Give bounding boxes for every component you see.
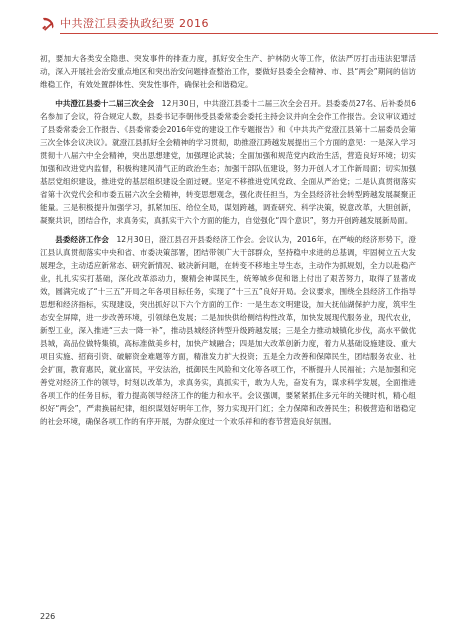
document-body — [40, 52, 416, 434]
paragraph — [40, 97, 416, 227]
paragraph-text: 12月30日，中共澄江县委十二届三次全会召开。县委委员27名、后补委员6名参加了会议，符合规定人数，县委书记李朝伟受县委常委会委托主持会议并向全会作工作报告。会议审议通过了县委常委会工作报告、《县委常委会2016年党的建设工作专题报告》和《中共共产党澄江县第十二届委员会第三次全体会议决议》。就澄江县抓好全会精神的学习贯彻，助推澄江跨越发展提出三个方面的意见：一是深入学习贯彻十八届六中全会精神，突出思想建党，加强理论武装；全面加强和规范党内政治生活，营造良好环境；切实加强和改进党内监督，积极构建风清气正的政治生态；加强干部队伍建设，努力开创人才工作新局面；切实加强基层党组织建设，推进党的基层组织建设全面过硬。坚定不移推进党风党政、全面从严治党；二是认真贯彻落实省第十次党代会和市委五届六次全会精神，转变思想观念，强化责任担当，为全县经济社会转型跨越发展凝聚正能量。三是积极提升加强学习，抓紧加压、给位全局，谋划跨越，调查研究、科学决策，锐意改革，大胆创新，凝聚共识，团结合作，求真务实，真抓实干六个方面的能力，自觉强化“四个意识”，努力开创跨越发展新局面。 — [40, 99, 416, 225]
paragraph — [40, 233, 416, 428]
paragraph-text: 12月30日，澄江县召开县委经济工作会。会议认为，2016年，在严峻的经济形势下，澄江县认真贯彻落实中央和省、市委决策部署，团结带领广大干部群众，坚持稳中求进的总基调，牢固树立五大发展理念，主动适应新常态、研究新情况、破决新问题，在转变不移地主导生态，主动作为抓规划，全力以赴稳产业，扎扎实实打基础，深化改革添动力，聚精会神谋民生，统筹城乡促和谐上付出了艰苦努力，取得了显著成效，圆满完成了“十三五”开局之年各项目标任务，实现了“十三五”良好开局。会议要求，围绕全县经济工作指导思想和经济指标，实现建设，突出抓好以下六个方面的工作：一是生态文明建设，加大抚仙湖保护力度，筑牢生态安全屏障，进一步改善环境，引领绿色发展；二是加快供给侧结构性改革，加快发展现代服务业，现代农业，新型工业，深入推进“三去一降一补”，推动县城经济转型升级跨越发展；三是全力推动城镇化步伐，高水平做优县城，高品位做特集镇，高标准做美乡村，加快产城融合；四是加大改革创新力度，着力从基础设施建设、重大项目实施、招商引资、破解资金难题等方面，精准发力扩大投资；五是全力改善和保障民生，团结服务农业、社会扩面，教育惠民，就业富民，平安法治，抵御民生风险和文化等各项工作，不断提升人民福祉；六是加强和完善党对经济工作的领导，时刻以改革为，求真务实，真抓实干，敢为人先，奋发有为，谋求科学发展，全面推进各项工作的任务目标，着力提高领导经济工作的能力和水平。会议强调，要紧紧抓住多元年的关键时机，精心组织好“两会”，严肃换届纪律，组织谋划好明年工作，努力实现开门红；全力保障和改善民生；积极营造和谐稳定的社会环境，确保各项工作的有序开展，为群众度过一个欢乐祥和的春节营造良好氛围。 — [40, 235, 416, 426]
page-header — [40, 16, 440, 36]
running-header-title: 中共澄江县委执政纪要 2016 — [60, 17, 209, 30]
party-emblem-icon — [40, 16, 56, 32]
header-rule — [60, 33, 438, 34]
paragraph-text: 初，要加大各类安全隐患、突发事件的排查力度，抓好安全生产、护林防火等工作，依法严厉打击违法犯罪活动，深入开展社会治安重点地区和突出治安问题排查整治工作，要做好县委全会精神、市、县“两会”期间的信访维稳工作，有效处置群体性、突发性事件，确保社会和谐稳定。 — [40, 54, 416, 89]
page-number: 226 — [40, 612, 56, 621]
paragraph — [40, 52, 416, 91]
section-lead: 县委经济工作会 — [55, 235, 109, 244]
section-lead: 中共澄江县委十二届三次全会 — [55, 99, 155, 108]
